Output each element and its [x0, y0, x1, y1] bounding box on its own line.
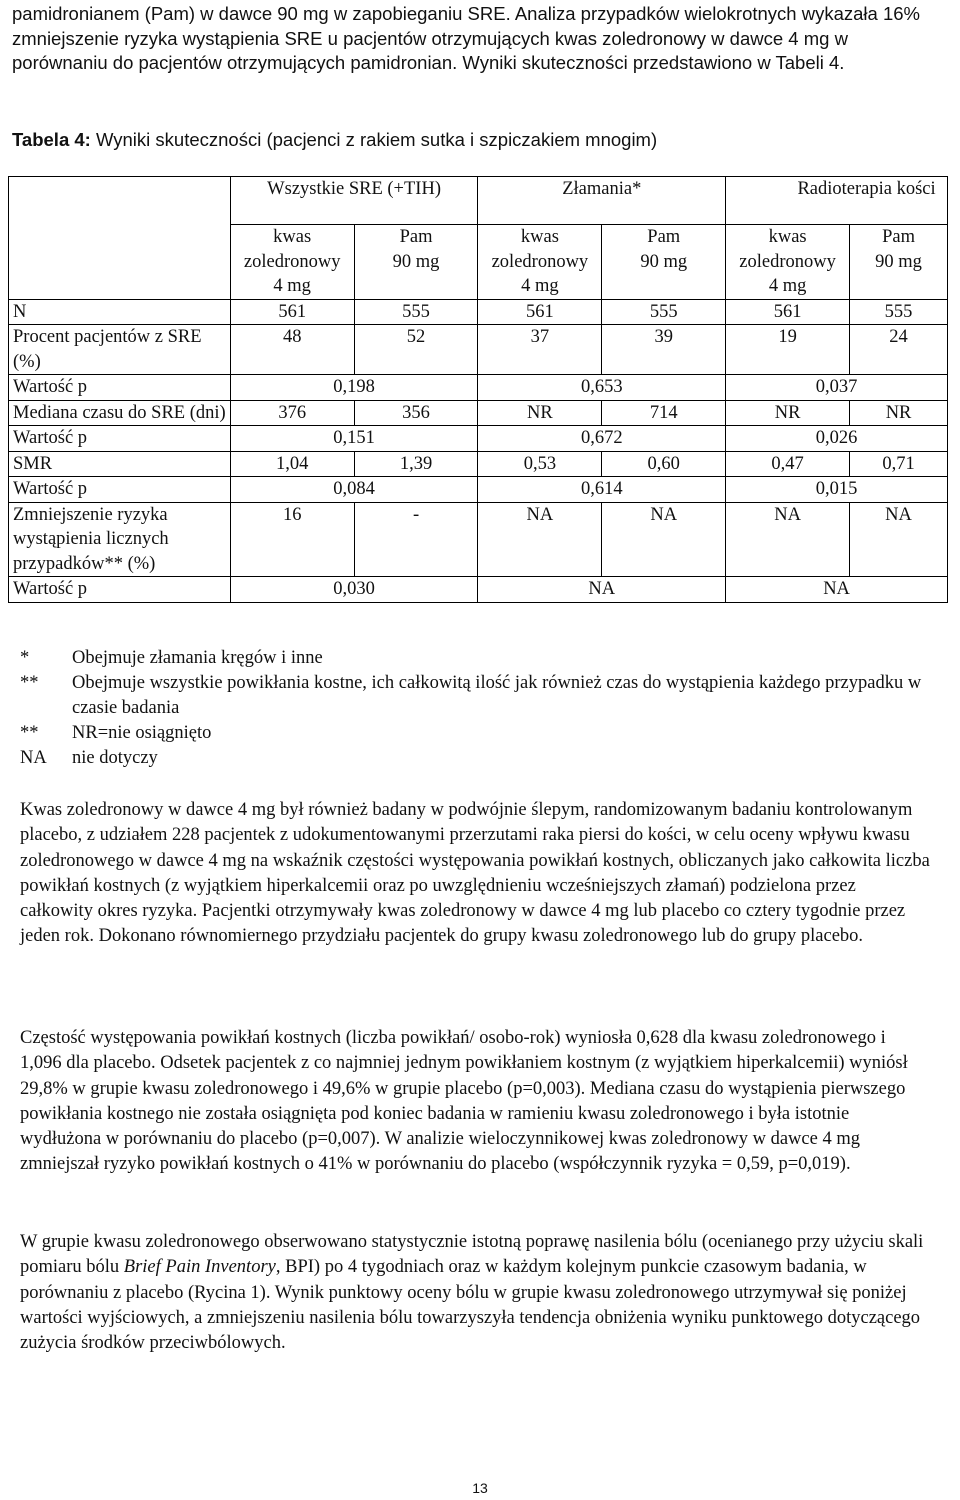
footnote [20, 671, 930, 721]
table-cell: 0,015 [726, 477, 948, 503]
footnote-text: Obejmuje wszystkie powikłania kostne, ich całkowitą ilość jak również czas do wystąpienia każdego przypadku w czasie badania [72, 673, 922, 718]
table-cell: 376 [230, 400, 354, 426]
table-cell: 39 [602, 325, 726, 375]
row-label: Wartość p [9, 426, 231, 452]
table-row [9, 577, 948, 603]
table-cell: 52 [354, 325, 478, 375]
footnote [20, 721, 930, 746]
table-cell: 0,672 [478, 426, 726, 452]
page-number: 13 [472, 1480, 488, 1496]
table-cell: NA [726, 577, 948, 603]
footnote-text: NR=nie osiągnięto [72, 723, 212, 743]
table-cell: 0,030 [230, 577, 478, 603]
subheader-zoledronic: kwas zoledronowy 4 mg [726, 225, 850, 300]
subheader-zoledronic: kwas zoledronowy 4 mg [478, 225, 602, 300]
table-cell: 16 [230, 502, 354, 577]
table-cell: 37 [478, 325, 602, 375]
footnote-mark: ** [20, 673, 39, 693]
row-label: Zmniejszenie ryzyka wystąpienia licznych przypadków** (%) [9, 502, 231, 577]
table-cell: 356 [354, 400, 478, 426]
row-label: SMR [9, 451, 231, 477]
table-cell: 0,614 [478, 477, 726, 503]
table-cell: 19 [726, 325, 850, 375]
results-table [8, 176, 948, 603]
footnote-mark: ** [20, 723, 39, 743]
table-cell: 714 [602, 400, 726, 426]
subheader-zoledronic: kwas zoledronowy 4 mg [230, 225, 354, 300]
table-cell: 0,47 [726, 451, 850, 477]
table-cell: 0,026 [726, 426, 948, 452]
table-row [9, 426, 948, 452]
table-cell: - [354, 502, 478, 577]
group-header: Wszystkie SRE (+TIH) [230, 177, 478, 225]
footnote-text: nie dotyczy [72, 748, 158, 768]
table-cell: 0,71 [850, 451, 948, 477]
table-cell: 1,39 [354, 451, 478, 477]
table-cell: NR [478, 400, 602, 426]
table-cell: 555 [354, 299, 478, 325]
footnote-mark: NA [20, 748, 47, 768]
table-cell: 1,04 [230, 451, 354, 477]
footnote-mark: * [20, 648, 30, 668]
table-cell: 561 [726, 299, 850, 325]
footnote-text: Obejmuje złamania kręgów i inne [72, 648, 323, 668]
table-cell: NR [726, 400, 850, 426]
row-label: Mediana czasu do SRE (dni) [9, 400, 231, 426]
table-cell: 0,653 [478, 375, 726, 401]
footnote [20, 646, 930, 671]
table-row [9, 325, 948, 375]
table-cell: NA [478, 502, 602, 577]
table-cell: 0,084 [230, 477, 478, 503]
subheader-pamidronate: Pam 90 mg [354, 225, 478, 300]
table-cell: NA [726, 502, 850, 577]
table-cell: NA [478, 577, 726, 603]
row-label: Procent pacjentów z SRE (%) [9, 325, 231, 375]
footnote [20, 746, 930, 771]
row-label: N [9, 299, 231, 325]
table-footnotes [20, 646, 930, 771]
table-cell: 561 [478, 299, 602, 325]
table-cell: 0,037 [726, 375, 948, 401]
group-header: Złamania* [478, 177, 726, 225]
table-cell: NA [602, 502, 726, 577]
table-cell: 0,53 [478, 451, 602, 477]
table-cell: NR [850, 400, 948, 426]
table-cell: NA [850, 502, 948, 577]
table-cell: 561 [230, 299, 354, 325]
body-paragraph: Częstość występowania powikłań kostnych (liczba powikłań/ osobo-rok) wyniosła 0,628 dla kwasu zoledronowego i 1,096 dla placebo. Odsetek pacjentek z co najmniej jednym powikłaniem kostnym (z wyjątkiem hiperkalcemii) wyniósł 29,8% w grupie kwasu zoledronowego i 49,6% w grupie placebo (p=0,003). Mediana czasu do wystąpienia pierwszego powikłania kostnego nie została osiągnięta pod koniec badania w ramieniu kwasu zoledronowego i była istotnie wydłużona w porównaniu do placebo (p=0,007). W analizie wieloczynnikowej kwas zoledronowy w dawce 4 mg zmniejszał ryzyko powikłań kostnych o 41% w porównaniu do placebo (współczynnik ryzyka = 0,59, p=0,019). [20, 1028, 908, 1175]
table-row [9, 299, 948, 325]
table-row [9, 477, 948, 503]
row-label: Wartość p [9, 577, 231, 603]
table-header-row [9, 177, 948, 225]
italic-term: Brief Pain Inventory [123, 1257, 276, 1278]
group-header: Radioterapia kości [726, 177, 948, 225]
table-cell: 24 [850, 325, 948, 375]
body-paragraph: W grupie kwasu zoledronowego obserwowano statystycznie istotną poprawę nasilenia bólu (ocenianego przy użyciu skali pomiaru bólu Brief Pain Inventory, BPI) po 4 tygodniach oraz w każdym kolejnym punkcie czasowym badania, w porównaniu z placebo (Rycina 1). Wynik punktowy oceny bólu w grupie kwasu zoledronowego utrzymywał się poniżej wartości wyjściowych, a zmniejszeniu nasilenia bólu towarzyszyła tendencja obniżenia wyniku punktowego dotyczącego zużycia środków przeciwbólowych. [20, 1232, 924, 1354]
header-empty-cell [9, 177, 231, 300]
table-caption-label: Tabela 4: [12, 129, 91, 150]
table-cell: 0,151 [230, 426, 478, 452]
table-cell: 0,60 [602, 451, 726, 477]
intro-paragraph: pamidronianem (Pam) w dawce 90 mg w zapobieganiu SRE. Analiza przypadków wielokrotnych wykazała 16% zmniejszenie ryzyka wystąpienia SRE u pacjentów otrzymujących kwas zoledronowy w dawce 4 mg w porównaniu do pacjentów otrzymujących pamidronian. Wyniki skuteczności przedstawiono w Tabeli 4. [12, 3, 920, 73]
table-cell: 0,198 [230, 375, 478, 401]
table-row [9, 375, 948, 401]
row-label: Wartość p [9, 477, 231, 503]
row-label: Wartość p [9, 375, 231, 401]
subheader-pamidronate: Pam 90 mg [850, 225, 948, 300]
table-cell: 555 [850, 299, 948, 325]
table-cell: 555 [602, 299, 726, 325]
table-row [9, 400, 948, 426]
table-row [9, 502, 948, 577]
table-caption-text: Wyniki skuteczności (pacjenci z rakiem sutka i szpiczakiem mnogim) [90, 129, 658, 150]
table-cell: 48 [230, 325, 354, 375]
table-row [9, 451, 948, 477]
table-caption [12, 128, 657, 152]
subheader-pamidronate: Pam 90 mg [602, 225, 726, 300]
body-paragraph: Kwas zoledronowy w dawce 4 mg był również badany w podwójnie ślepym, randomizowanym badaniu kontrolowanym placebo, z udziałem 228 pacjentek z udokumentowanymi przerzutami raka piersi do kości, w celu oceny wpływu kwasu zoledronowego w dawce 4 mg na wskaźnik częstości występowania powikłań kostnych, obliczanych jako całkowita liczba powikłań kostnych (z wyjątkiem hiperkalcemii oraz po uwzględnieniu wcześniejszych złamań) podzielona przez całkowity okres ryzyka. Pacjentki otrzymywały kwas zoledronowy w dawce 4 mg lub placebo co cztery tygodnie przez jeden rok. Dokonano równomiernego przydziału pacjentek do grupy kwasu zoledronowego lub do grupy placebo. [20, 800, 930, 947]
